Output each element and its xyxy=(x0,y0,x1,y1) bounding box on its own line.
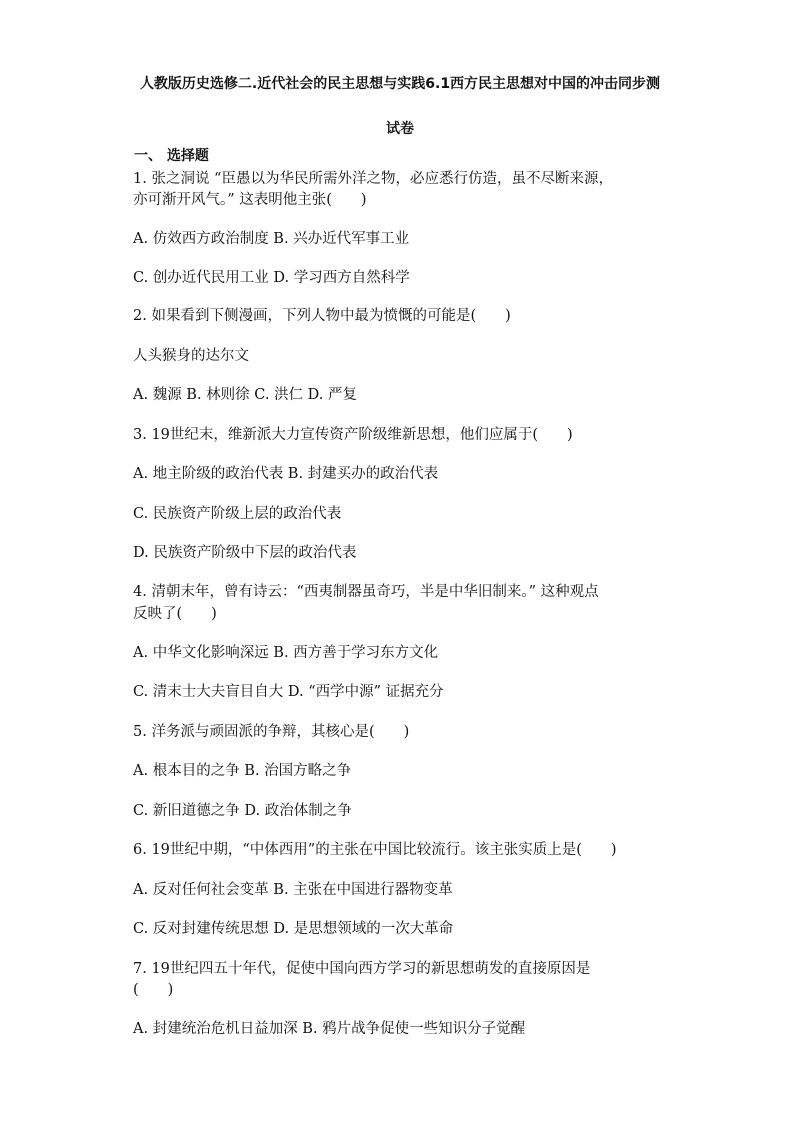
question-1-stem-line-2: 亦可渐开风气。” 这表明他主张( ) xyxy=(133,192,367,208)
document-title-line-2: 试卷 xyxy=(386,121,414,137)
question-7-stem-line-1: 7. 19世纪四五十年代，促使中国向西方学习的新思想萌发的直接原因是 xyxy=(133,961,591,977)
question-4-stem-line-1: 4. 清朝末年，曾有诗云：“西夷制器虽奇巧，半是中华旧制来。” 这种观点 xyxy=(133,584,599,600)
question-4-options-ab: A. 中华文化影响深远 B. 西方善于学习东方文化 xyxy=(133,645,439,661)
question-2-options: A. 魏源 B. 林则徐 C. 洪仁 D. 严复 xyxy=(133,387,358,403)
question-1-options-cd: C. 创办近代民用工业 D. 学习西方自然科学 xyxy=(133,270,410,286)
question-4-options-cd: C. 清末士大夫盲目自大 D. “西学中源” 证据充分 xyxy=(133,684,444,700)
question-4-stem-line-2: 反映了( ) xyxy=(133,606,217,622)
question-6-options-cd: C. 反对封建传统思想 D. 是思想领域的一次大革命 xyxy=(133,921,454,937)
question-1-stem-line-1: 1. 张之洞说 “臣愚以为华民所需外洋之物，必应悉行仿造，虽不尽断来源， xyxy=(133,171,613,187)
question-3-options-ab: A. 地主阶级的政治代表 B. 封建买办的政治代表 xyxy=(133,466,439,482)
question-7-options-ab: A. 封建统治危机日益加深 B. 鸦片战争促使一些知识分子觉醒 xyxy=(133,1021,526,1037)
document-title-line-1: 人教版历史选修二.近代社会的民主思想与实践6.1西方民主思想对中国的冲击同步测 xyxy=(139,76,661,92)
question-3-option-d: D. 民族资产阶级中下层的政治代表 xyxy=(133,545,357,561)
question-6-stem: 6. 19世纪中期，“中体西用”的主张在中国比较流行。该主张实质上是( ) xyxy=(133,842,617,858)
question-7-stem-line-2: ( ) xyxy=(133,982,174,998)
question-5-options-ab: A. 根本目的之争 B. 治国方略之争 xyxy=(133,763,352,779)
question-1-options-ab: A. 仿效西方政治制度 B. 兴办近代军事工业 xyxy=(133,231,410,247)
question-2-image-caption: 人头猴身的达尔文 xyxy=(133,348,249,364)
question-3-stem: 3. 19世纪末，维新派大力宣传资产阶级维新思想，他们应属于( ) xyxy=(133,427,573,443)
question-3-option-c: C. 民族资产阶级上层的政治代表 xyxy=(133,506,342,522)
question-5-options-cd: C. 新旧道德之争 D. 政治体制之争 xyxy=(133,803,352,819)
question-2-stem: 2. 如果看到下侧漫画，下列人物中最为愤慨的可能是( ) xyxy=(133,308,511,324)
question-5-stem: 5. 洋务派与顽固派的争辩，其核心是( ) xyxy=(133,724,410,740)
section-heading: 一、 选择题 xyxy=(134,148,209,164)
question-6-options-ab: A. 反对任何社会变革 B. 主张在中国进行器物变革 xyxy=(133,882,453,898)
